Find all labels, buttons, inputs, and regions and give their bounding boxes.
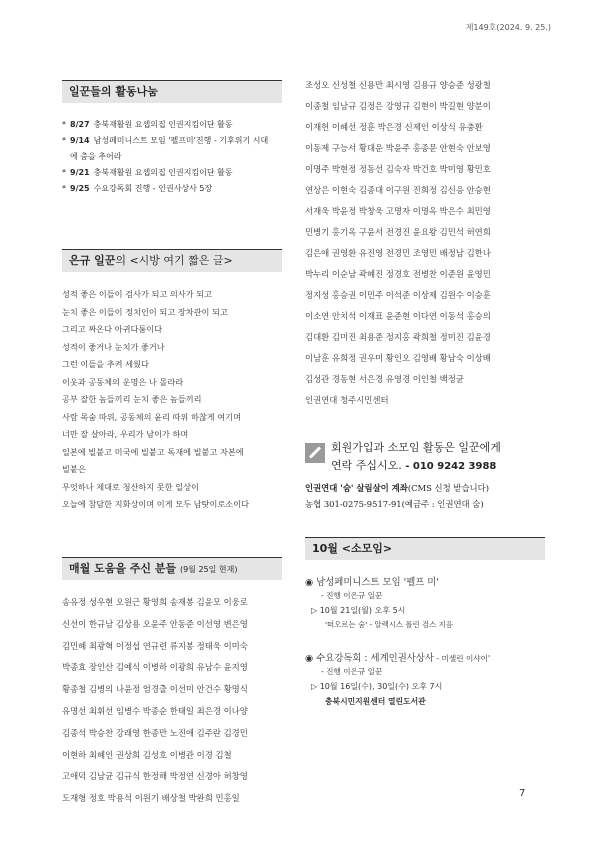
meeting-1-schedule: ▷ 10월 21일(월) 오후 5시	[311, 606, 406, 615]
poem-section	[62, 249, 282, 514]
page-number: 7	[519, 788, 526, 799]
name-row: 김성관 경동현 서은경 유영경 이인철 백정균	[305, 374, 464, 384]
supporters-names-right	[305, 75, 545, 411]
account-info	[305, 480, 545, 512]
poem-line: 무엇하나 제대로 청산하지 못한 일상이	[62, 481, 199, 492]
account-note: (CMS 신청 받습니다)	[407, 483, 489, 493]
name-row: 황종철 김병의 나윤정 엄경출 이선미 안건수 황명식	[62, 684, 248, 695]
meeting-2-title: ◉ 수요강독회 : 세계인권사상사 - 미셸린 이샤이'	[305, 653, 491, 664]
name-row: 연상은 이현숙 김종대 이구원 진희정 김신응 안승현	[305, 185, 491, 195]
name-row: 민병기 홍기옥 구윤서 전경진 윤요왕 김민석 허연희	[305, 227, 491, 237]
bullet: *	[62, 120, 66, 129]
account-number: 농협 301-0275-9517-91(예금주 : 인권연대 숨)	[305, 499, 484, 509]
name-row: 도재형 정호 박용석 이원기 배상철 박완희 민홍일	[62, 793, 240, 804]
name-row: 고애덕 김남균 김규식 한정해 박정연 신경아 허창영	[62, 771, 248, 782]
name-row: 이남훈 유희정 권우미 황인오 김영배 황남숙 이상배	[305, 353, 491, 363]
activities-title: 일꾼들의 활동나눔	[62, 80, 282, 103]
bullet: *	[62, 168, 66, 177]
meeting-1-title: ◉ 남성페미니스트 모임 '펠프 미'	[305, 577, 439, 588]
name-row: 이소연 안치석 이재표 윤준현 이다연 이동석 홍승의	[305, 311, 491, 321]
poem-line: 성적 좋은 이들이 검사가 되고 의사가 되고	[62, 289, 213, 299]
name-row: 신선이 한규남 김상용 오윤주 안동준 이선영 변은영	[62, 618, 248, 629]
name-row: 이동제 구능서 황대운 박윤주 홍종문 안현숙 안보영	[305, 143, 491, 153]
name-row: 김민혜 최광혁 이정섭 연규련 류지봉 정태욱 이미숙	[62, 640, 248, 651]
poem-line: 이웃과 공동체의 운명은 나 몰라라	[62, 376, 184, 387]
list-item: * 8/27 충북재활원 요셉의집 인권지킴이단 활동	[62, 117, 282, 133]
poem-line: 너만 잘 살아라, 우리가 남이가 하며	[62, 429, 189, 439]
activities-list	[62, 117, 282, 197]
account-label: 인권연대 '숨' 살림살이 계좌	[305, 483, 408, 493]
name-row: 이현하 최혜인 권상희 김성호 이병관 이경 김철	[62, 749, 232, 760]
meetings-title: 10월 <소모임>	[305, 537, 545, 560]
name-row: 유명선 최휘선 임병수 박종순 한태일 최은경 이나양	[62, 705, 248, 716]
name-row: 김종석 박승찬 강래영 한종만 노진애 김주란 김경민	[62, 727, 248, 738]
activities-section	[62, 80, 282, 197]
name-row: 이종철 임남규 김정은 강영규 김현이 박길현 양분이	[305, 101, 491, 111]
name-row: 박누리 이순남 곽혜진 정경호 전병찬 이준원 윤영민	[305, 269, 491, 279]
bullet: *	[62, 136, 66, 145]
meeting-1-host: - 진행 이은규 일꾼	[321, 591, 383, 600]
poem-line: 눈치 좋은 이들이 정치인이 되고 장차관이 되고	[62, 306, 228, 317]
poem-line: 빌붙은	[62, 464, 86, 474]
list-item: 에 춤을 추어라	[70, 152, 122, 161]
poem-title: 은규 일꾼의 <시방 여기 짧은 글>	[62, 249, 282, 272]
supporters-names-left	[62, 592, 282, 810]
meeting-2-host: - 진행 이은규 일꾼	[321, 667, 383, 676]
list-item: * 9/25 수요강독회 진행 - 인권사상사 5장	[62, 181, 282, 197]
supporters-continued	[305, 75, 545, 512]
poem-line: 그런 이들을 추켜 세웠다	[62, 359, 149, 369]
poem-line: 일본에 빌붙고 미국에 빌붙고 독재에 빌붙고 자본에	[62, 446, 244, 457]
name-row: 정지성 홍승권 이민주 이석준 이상제 김원수 이승훈	[305, 290, 491, 300]
join-line-2: 연락 주십시오.	[331, 459, 402, 472]
name-row: 조성오 신성철 신용만 최시영 김용규 양승준 성광철	[305, 80, 491, 90]
poem-line: 성적이 좋거나 눈치가 좋거나	[62, 341, 165, 352]
phone-number: - 010 9242 3988	[405, 461, 497, 472]
name-row: 김은애 권영환 유진영 전경민 조영민 배정남 김한나	[305, 248, 491, 258]
meetings-section	[305, 537, 545, 710]
name-row: 이명주 박현정 정동선 김숙자 박건호 박미영 황민호	[305, 164, 491, 174]
meeting-2-schedule: ▷ 10월 16일(수), 30일(수) 오후 7시	[311, 682, 443, 691]
meeting-1-note: '떠오르는 숨' - 알렉시스 폴린 검스 지음	[325, 620, 453, 629]
poem-line: 공부 잘한 놈들끼리 눈치 좋은 놈들끼리	[62, 394, 202, 404]
name-row: 김대환 김미진 최용준 정지홍 곽희철 정미진 김윤경	[305, 332, 491, 342]
join-line-1: 회원가입과 소모임 활동은 일꾼에게	[331, 441, 501, 454]
name-row: 송유정 성우현 오원근 황영희 송재봉 김윤모 이웅로	[62, 597, 248, 607]
join-box	[305, 439, 545, 476]
join-text	[331, 439, 501, 476]
supporters-title: 매월 도움을 주신 분들 (9월 25일 현재)	[62, 557, 282, 580]
name-row: 박종효 장인산 김예식 이병하 이광희 유남수 윤지영	[62, 662, 248, 673]
name-row: 인권연대 청주시민센터	[305, 395, 389, 405]
poem-line: 오늘에 참담한 지화상이며 이게 모두 남탓이로소이다	[62, 499, 250, 509]
issue-label: 제149호(2024. 9. 25.)	[465, 23, 551, 32]
bullet: *	[62, 184, 66, 193]
poem-line: 그리고 짜온다 아귀다툼이다	[62, 324, 163, 334]
name-row: 서재욱 박윤정 박창욱 고명자 이명옥 박은수 최민영	[305, 206, 491, 216]
poem-body	[62, 286, 282, 514]
name-row: 이재헌 이혜선 정훈 박은경 신제인 이상식 유충환	[305, 122, 483, 132]
list-item: * 9/14 남성페미니스트 모임 '펠프미'진행 - 기후위기 시대	[62, 133, 282, 149]
supporters-section	[62, 557, 282, 810]
list-item: * 9/21 충북재활원 요셉의집 인권지킴이단 활동	[62, 165, 282, 181]
meeting-2-venue: 충북시민지원센터 열린도서관	[325, 697, 426, 706]
pencil-icon	[305, 443, 325, 463]
poem-line: 사람 목숨 따위, 공동체의 윤리 따위 하찮게 여기며	[62, 411, 242, 422]
